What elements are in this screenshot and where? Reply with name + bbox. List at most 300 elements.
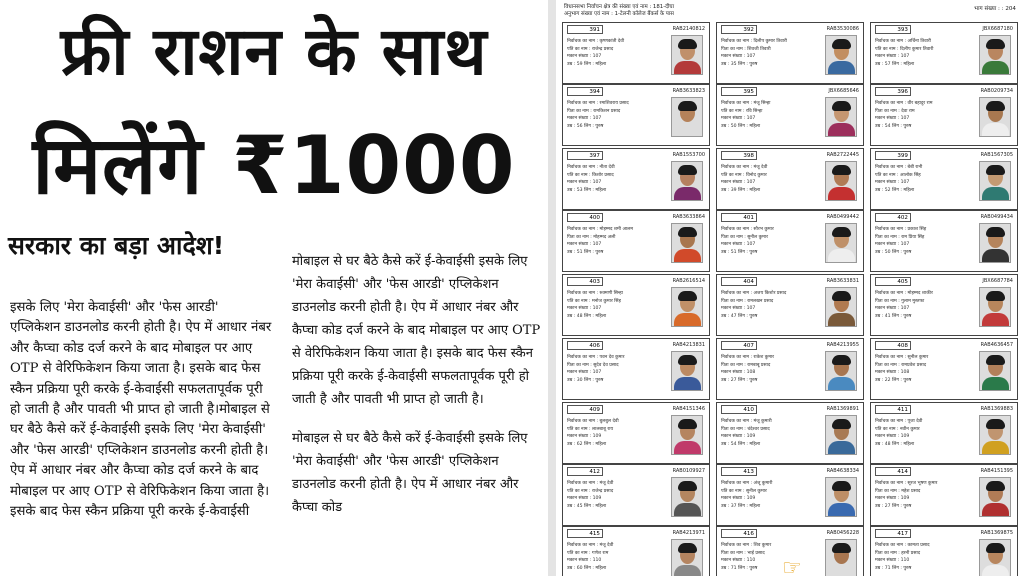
voter-epic-id: RAB1567305	[980, 152, 1013, 158]
photo-torso	[828, 123, 855, 137]
voter-card	[562, 526, 710, 576]
voter-serial-number: 406	[567, 341, 603, 350]
voter-epic-id: JBX6687784	[982, 278, 1013, 284]
voter-relation: पति का नाम : मनोज कुमार सिंह	[567, 298, 621, 304]
voter-card	[562, 338, 710, 400]
voter-epic-id: RAB3633823	[672, 88, 705, 94]
voter-details	[875, 480, 975, 510]
voter-card	[870, 402, 1018, 464]
voter-epic-id: RAB4151395	[980, 468, 1013, 474]
photo-torso	[674, 565, 701, 576]
pointing-hand-icon: ☞	[782, 556, 802, 581]
photo-torso	[674, 61, 701, 75]
voter-epic-id: RAB4213955	[826, 342, 859, 348]
photo-torso	[828, 503, 855, 517]
voter-serial-number: 402	[875, 213, 911, 222]
voter-photo	[671, 97, 703, 137]
photo-hair	[986, 543, 1005, 553]
voter-epic-id: RAB1553700	[672, 152, 705, 158]
photo-hair	[986, 227, 1005, 237]
voter-age-gender: उम्र : 54 लिंग : महिला	[721, 441, 761, 447]
voter-house-number: मकान संख्या : 107	[875, 180, 910, 186]
voter-name: निर्वाचक का नाम : बेबी रानी	[875, 165, 923, 170]
voter-card	[716, 274, 864, 336]
voter-age-gender: उम्र : 37 लिंग : महिला	[721, 503, 761, 509]
voter-details	[567, 418, 667, 448]
voter-card	[716, 210, 864, 272]
voter-card	[870, 464, 1018, 526]
voter-relation: पति का नाम : राजेन्द्र प्रसाद	[567, 46, 614, 52]
voter-epic-id: RAB0209734	[980, 88, 1013, 94]
voter-relation: पति का नाम : लालबाबू राय	[567, 426, 614, 432]
voter-photo	[671, 477, 703, 517]
voter-list-panel	[556, 0, 1024, 576]
voter-serial-number: 393	[875, 25, 911, 34]
voter-details	[721, 542, 821, 572]
voter-details	[721, 226, 821, 256]
voter-house-number: मकान संख्या : 107	[567, 306, 602, 312]
voter-house-number: मकान संख्या : 107	[567, 180, 602, 186]
voter-details	[567, 542, 667, 572]
voter-relation: पति का नाम : दिलीप कुमार तिवारी	[875, 46, 934, 52]
photo-torso	[674, 187, 701, 201]
voter-details	[567, 290, 667, 320]
voter-details	[721, 100, 821, 130]
voter-name: निर्वाचक का नाम : रुक्मणी सिन्हा	[567, 291, 623, 296]
voter-photo	[825, 97, 857, 137]
voter-epic-id: RAB3633831	[826, 278, 859, 284]
voter-epic-id: RAB2140812	[672, 26, 705, 32]
photo-torso	[828, 249, 855, 263]
voter-serial-number: 391	[567, 25, 603, 34]
voter-details	[721, 418, 821, 448]
part-number-label: भाग संख्या : : 204	[974, 6, 1016, 12]
voter-photo	[671, 223, 703, 263]
voter-house-number: मकान संख्या : 107	[875, 54, 910, 60]
voter-relation: पति का नाम : राजेन्द्र प्रसाद	[567, 488, 614, 494]
photo-torso	[982, 441, 1009, 455]
voter-house-number: मकान संख्या : 109	[875, 434, 910, 440]
voter-serial-number: 417	[875, 529, 911, 538]
voter-details	[721, 164, 821, 194]
voter-age-gender: उम्र : 47 लिंग : पुरुष	[721, 313, 758, 319]
voter-age-gender: उम्र : 51 लिंग : पुरुष	[567, 249, 604, 255]
article-paragraph: मोबाइल से घर बैठे कैसे करें ई-केवाईसी इसके लिए 'मेरा केवाईसी' और 'फेस आरडी' एप्लिकेशन डाउनलोड करनी होती है। ऐप में आधार नंबर और कैप्चा कोड	[292, 431, 528, 515]
voter-photo	[979, 161, 1011, 201]
voter-details	[567, 226, 667, 256]
voter-relation: पिता का नाम : महेश प्रसाद	[875, 488, 921, 494]
photo-torso	[828, 565, 855, 576]
voter-photo	[979, 287, 1011, 327]
photo-torso	[828, 313, 855, 327]
photo-torso	[828, 441, 855, 455]
voter-relation: पिता का नाम : सुनील कुमार	[721, 234, 768, 240]
photo-hair	[832, 481, 851, 491]
voter-serial-number: 392	[721, 25, 757, 34]
photo-hair	[678, 39, 697, 49]
voter-card	[716, 148, 864, 210]
voter-details	[567, 480, 667, 510]
voter-epic-id: RAB4636457	[980, 342, 1013, 348]
article-paragraph: मोबाइल से घर बैठे कैसे करें ई-केवाईसी इसके लिए 'मेरा केवाईसी' और 'फेस आरडी' एप्लिकेशन डाउनलोड करनी होती है। ऐप में आधार नंबर और कैप्चा कोड दर्ज करने के बाद मोबाइल पर आए OTP से वेरिफिकेशन किया जाता है। इसके बाद फेस स्कैन प्रक्रिया पूरी करके ई-केवाईसी सफलतापूर्वक पूरी हो जाती है और पावती भी प्राप्त हो जाती है।	[292, 254, 541, 407]
voter-name: निर्वाचक का नाम : अर्चिना तिवारी	[875, 39, 931, 44]
voter-age-gender: उम्र : 30 लिंग : पुरुष	[567, 377, 604, 383]
voter-age-gender: उम्र : 71 लिंग : पुरुष	[721, 565, 758, 571]
voter-photo	[671, 415, 703, 455]
voter-epic-id: JBX6687180	[982, 26, 1013, 32]
voter-age-gender: उम्र : 22 लिंग : पुरुष	[875, 377, 912, 383]
voter-photo	[671, 161, 703, 201]
voter-epic-id: RAB1369875	[980, 530, 1013, 536]
voter-serial-number: 409	[567, 405, 603, 414]
voter-epic-id: RAB4151346	[672, 406, 705, 412]
voter-photo	[979, 35, 1011, 75]
voter-photo	[671, 287, 703, 327]
voter-house-number: मकान संख्या : 110	[875, 558, 910, 564]
photo-hair	[678, 227, 697, 237]
photo-hair	[678, 481, 697, 491]
voter-serial-number: 411	[875, 405, 911, 414]
voter-name: निर्वाचक का नाम : रमाशिवराय प्रसाद	[567, 101, 629, 106]
voter-serial-number: 408	[875, 341, 911, 350]
photo-hair	[678, 543, 697, 553]
voter-house-number: मकान संख्या : 107	[721, 180, 756, 186]
voter-epic-id: RAB1369883	[980, 406, 1013, 412]
voter-photo	[979, 415, 1011, 455]
voter-epic-id: RAB2722445	[826, 152, 859, 158]
voter-photo	[825, 223, 857, 263]
photo-torso	[982, 123, 1009, 137]
voter-age-gender: उम्र : 27 लिंग : पुरुष	[721, 377, 758, 383]
photo-torso	[982, 249, 1009, 263]
voter-photo	[979, 539, 1011, 576]
voter-age-gender: उम्र : 39 लिंग : महिला	[721, 187, 761, 193]
panel-divider	[548, 0, 556, 576]
photo-hair	[678, 355, 697, 365]
voter-photo	[979, 97, 1011, 137]
article-paragraph: इसके लिए 'मेरा केवाईसी' और 'फेस आरडी' एप्लिकेशन डाउनलोड करनी होती है। ऐप में आधार नंबर और कैप्चा कोड दर्ज करने के बाद मोबाइल पर आए OTP से वेरिफिकेशन किया जाता है। इसके बाद फेस स्कैन प्रक्रिया पूरी करके ई-केवाईसी सफलतापूर्वक पूरी हो जाती है और पावती भी प्राप्त हो जाती है।मोबाइल से घर बैठे कैसे करें ई-केवाईसी इसके लिए 'मेरा केवाईसी' और 'फेस आरडी' एप्लिकेशन डाउनलोड करनी होती है। ऐप में आधार नंबर और कैप्चा कोड दर्ज करने के बाद मोबाइल पर आए OTP से वेरिफिकेशन किया जाता है। इसके बाद फेस स्कैन प्रक्रिया पूरी करके ई-केवाईसी	[10, 300, 272, 520]
voter-relation: पति का नाम : आलोक सिंह	[875, 172, 921, 178]
voter-house-number: मकान संख्या : 107	[721, 54, 756, 60]
voter-relation: पति का नाम : किशोर प्रसाद	[567, 172, 614, 178]
voter-epic-id: RAB0499434	[980, 214, 1013, 220]
voter-details	[567, 354, 667, 384]
voter-details	[721, 480, 821, 510]
voter-epic-id: RAB0109927	[672, 468, 705, 474]
photo-hair	[832, 291, 851, 301]
voter-name: निर्वाचक का नाम : राकेश कुमार	[721, 355, 775, 360]
photo-hair	[678, 291, 697, 301]
voter-age-gender: उम्र : 27 लिंग : पुरुष	[875, 503, 912, 509]
voter-serial-number: 414	[875, 467, 911, 476]
voter-card	[562, 210, 710, 272]
voter-epic-id: RAB3530086	[826, 26, 859, 32]
photo-hair	[832, 355, 851, 365]
voter-serial-number: 404	[721, 277, 757, 286]
voter-serial-number: 397	[567, 151, 603, 160]
voter-name: निर्वाचक का नाम : सूरज भूषण कुमार	[875, 481, 938, 486]
voter-epic-id: RAB3633864	[672, 214, 705, 220]
voter-relation: पिता का नाम : रामलखन प्रसाद	[721, 298, 774, 304]
voter-card	[562, 274, 710, 336]
photo-torso	[674, 249, 701, 263]
voter-serial-number: 398	[721, 151, 757, 160]
photo-hair	[986, 291, 1005, 301]
photo-hair	[986, 355, 1005, 365]
voter-details	[721, 290, 821, 320]
voter-card	[870, 148, 1018, 210]
voter-photo	[671, 35, 703, 75]
voter-card	[716, 402, 864, 464]
headline-line-2: मिलेंगे ₹1000	[32, 119, 516, 212]
voter-house-number: मकान संख्या : 109	[721, 434, 756, 440]
voter-house-number: मकान संख्या : 109	[721, 496, 756, 502]
voter-epic-id: RAB1369891	[826, 406, 859, 412]
photo-torso	[982, 565, 1009, 576]
voter-details	[875, 38, 975, 68]
voter-photo	[825, 35, 857, 75]
voter-photo	[671, 351, 703, 391]
voter-house-number: मकान संख्या : 108	[875, 370, 910, 376]
voter-epic-id: RAB0456228	[826, 530, 859, 536]
voter-name: निर्वाचक का नाम : पवन देव कुमार	[567, 355, 625, 360]
voter-age-gender: उम्र : 50 लिंग : महिला	[721, 123, 761, 129]
voter-details	[875, 354, 975, 384]
voter-name: निर्वाचक का नाम : मंजू सिन्हा	[721, 101, 771, 106]
voter-relation: पति का नाम : विनोद कुमार	[721, 172, 767, 178]
voter-details	[875, 100, 975, 130]
voter-name: निर्वाचक का नाम : अजय किशोर प्रसाद	[721, 291, 787, 296]
photo-hair	[832, 101, 851, 111]
voter-relation: पिता का नाम : रामकिशन प्रसाद	[567, 108, 621, 114]
voter-name: निर्वाचक का नाम : प्रकाश सिंह	[875, 227, 927, 232]
voter-card	[562, 148, 710, 210]
voter-name: निर्वाचक का नाम : सुनील कुमार	[875, 355, 929, 360]
voter-relation: पिता का नाम : भाई प्रसाद	[721, 550, 765, 556]
voter-relation: पति का नाम : सुनील कुमार	[721, 488, 767, 494]
photo-hair	[832, 543, 851, 553]
voter-relation: पिता का नाम : गुलाम मुस्तफा	[875, 298, 925, 304]
voter-relation: पिता का नाम : रामप्रवेश प्रसाद	[875, 362, 927, 368]
voter-age-gender: उम्र : 41 लिंग : पुरुष	[875, 313, 912, 319]
voter-details	[567, 164, 667, 194]
voter-photo	[825, 287, 857, 327]
voter-serial-number: 401	[721, 213, 757, 222]
voter-house-number: मकान संख्या : 109	[567, 434, 602, 440]
voter-relation: पति का नाम : रवि सिन्हा	[721, 108, 763, 114]
voter-age-gender: उम्र : 60 लिंग : महिला	[567, 565, 607, 571]
voter-card	[870, 526, 1018, 576]
voter-house-number: मकान संख्या : 107	[721, 306, 756, 312]
voter-card	[562, 22, 710, 84]
photo-hair	[678, 419, 697, 429]
voter-photo	[825, 351, 857, 391]
voter-details	[875, 164, 975, 194]
voter-house-number: मकान संख्या : 107	[567, 370, 602, 376]
photo-torso	[828, 61, 855, 75]
voter-house-number: मकान संख्या : 109	[875, 496, 910, 502]
photo-torso	[982, 61, 1009, 75]
voter-name: निर्वाचक का नाम : वीर बहादुर राम	[875, 101, 933, 106]
photo-hair	[832, 165, 851, 175]
voter-card	[562, 402, 710, 464]
voter-serial-number: 405	[875, 277, 911, 286]
voter-age-gender: उम्र : 62 लिंग : महिला	[567, 441, 607, 447]
voter-age-gender: उम्र : 59 लिंग : महिला	[567, 61, 607, 67]
voter-house-number: मकान संख्या : 107	[875, 116, 910, 122]
voter-name: निर्वाचक का नाम : मंजू देवी	[567, 481, 614, 486]
voter-age-gender: उम्र : 71 लिंग : पुरुष	[875, 565, 912, 571]
photo-hair	[678, 165, 697, 175]
photo-torso	[674, 377, 701, 391]
voter-epic-id: RAB4638334	[826, 468, 859, 474]
photo-torso	[982, 503, 1009, 517]
voter-serial-number: 407	[721, 341, 757, 350]
voter-epic-id: JBX6685646	[828, 88, 859, 94]
voter-photo	[825, 415, 857, 455]
voter-relation: पिता का नाम : मोहम्मद अली	[567, 234, 616, 240]
voter-house-number: मकान संख्या : 109	[567, 496, 602, 502]
voter-photo	[979, 477, 1011, 517]
voter-details	[567, 100, 667, 130]
voter-details	[567, 38, 667, 68]
voter-details	[721, 354, 821, 384]
voter-serial-number: 396	[875, 87, 911, 96]
voter-relation: पिता का नाम : राम प्रिया सिंह	[875, 234, 925, 240]
voter-details	[875, 290, 975, 320]
photo-hair	[986, 165, 1005, 175]
voter-card	[716, 22, 864, 84]
voter-details	[875, 226, 975, 256]
voter-name: निर्वाचक का नाम : मंजू कुमारी	[721, 419, 772, 424]
photo-torso	[982, 313, 1009, 327]
voter-serial-number: 399	[875, 151, 911, 160]
photo-torso	[828, 377, 855, 391]
voter-age-gender: उम्र : 57 लिंग : महिला	[875, 61, 915, 67]
voter-house-number: मकान संख्या : 107	[721, 242, 756, 248]
voter-age-gender: उम्र : 52 लिंग : महिला	[875, 187, 915, 193]
voter-relation: पिता का नाम : रामबाबू प्रसाद	[721, 362, 771, 368]
voter-name: निर्वाचक का नाम : मंजू देवी	[567, 543, 614, 548]
voter-house-number: मकान संख्या : 108	[721, 370, 756, 376]
voter-name: निर्वाचक का नाम : कामता प्रसाद	[875, 543, 930, 548]
voter-name: निर्वाचक का नाम : कृष्णकांती देवी	[567, 39, 625, 44]
voter-epic-id: RAB0499442	[826, 214, 859, 220]
voter-house-number: मकान संख्या : 110	[721, 558, 756, 564]
voter-epic-id: RAB4213831	[672, 342, 705, 348]
voter-serial-number: 395	[721, 87, 757, 96]
voter-relation: पिता का नाम : शिवजी तिवारी	[721, 46, 771, 52]
voter-age-gender: उम्र : 45 लिंग : महिला	[567, 503, 607, 509]
photo-hair	[832, 419, 851, 429]
voter-relation: पिता का नाम : सुदेव देव प्रसाद	[567, 362, 619, 368]
voter-epic-id: RAB2616514	[672, 278, 705, 284]
voter-name: निर्वाचक का नाम : सौरभ कुमार	[721, 227, 774, 232]
voter-serial-number: 403	[567, 277, 603, 286]
voter-relation: पति का नाम : नवीन कुमार	[875, 426, 920, 432]
voter-photo	[825, 161, 857, 201]
voter-card	[562, 84, 710, 146]
voter-card	[716, 84, 864, 146]
voter-list-header	[564, 4, 674, 18]
photo-torso	[674, 313, 701, 327]
voter-serial-number: 415	[567, 529, 603, 538]
photo-hair	[832, 39, 851, 49]
voter-details	[721, 38, 821, 68]
voter-age-gender: उम्र : 48 लिंग : महिला	[875, 441, 915, 447]
voter-name: निर्वाचक का नाम : अंजू कुमारी	[721, 481, 773, 486]
voter-name: निर्वाचक का नाम : पूजा देवी	[875, 419, 923, 424]
voter-serial-number: 413	[721, 467, 757, 476]
voter-house-number: मकान संख्या : 107	[721, 116, 756, 122]
voter-photo	[979, 351, 1011, 391]
photo-hair	[832, 227, 851, 237]
voter-age-gender: उम्र : 54 लिंग : पुरुष	[875, 123, 912, 129]
voter-card	[562, 464, 710, 526]
photo-torso	[674, 503, 701, 517]
voter-photo	[979, 223, 1011, 263]
voter-photo	[825, 477, 857, 517]
photo-torso	[828, 187, 855, 201]
voter-name: निर्वाचक का नाम : मंजू देवी	[721, 165, 768, 170]
voter-house-number: मकान संख्या : 107	[567, 54, 602, 60]
voter-house-number: मकान संख्या : 107	[567, 242, 602, 248]
voter-age-gender: उम्र : 56 लिंग : पुरुष	[567, 123, 604, 129]
voter-name: निर्वाचक का नाम : मोहम्मद शाकीर	[875, 291, 933, 296]
voter-card	[870, 22, 1018, 84]
photo-hair	[986, 481, 1005, 491]
voter-card	[716, 338, 864, 400]
voter-card	[870, 274, 1018, 336]
voter-name: निर्वाचक का नाम : मोहम्मद शमी आलम	[567, 227, 633, 232]
voter-house-number: मकान संख्या : 107	[567, 116, 602, 122]
voter-age-gender: उम्र : 35 लिंग : पुरुष	[721, 61, 758, 67]
voter-age-gender: उम्र : 48 लिंग : महिला	[567, 313, 607, 319]
photo-hair	[678, 101, 697, 111]
photo-torso	[982, 377, 1009, 391]
photo-torso	[674, 441, 701, 455]
article-column-1	[10, 298, 272, 538]
voter-photo	[671, 539, 703, 576]
voter-card	[870, 84, 1018, 146]
voter-age-gender: उम्र : 50 लिंग : पुरुष	[875, 249, 912, 255]
voter-relation: पिता का नाम : चंदेश्वर प्रसाद	[721, 426, 770, 432]
voter-serial-number: 400	[567, 213, 603, 222]
voter-relation: पति का नाम : गणेश राम	[567, 550, 609, 556]
voter-details	[875, 418, 975, 448]
voter-card	[870, 338, 1018, 400]
voter-house-number: मकान संख्या : 107	[875, 306, 910, 312]
voter-relation: पिता का नाम : हरनी प्रसाद	[875, 550, 921, 556]
voter-photo	[825, 539, 857, 576]
voter-house-number: मकान संख्या : 107	[875, 242, 910, 248]
voter-epic-id: RAB4213971	[672, 530, 705, 536]
photo-torso	[674, 123, 701, 137]
voter-name: निर्वाचक का नाम : नीता देवी	[567, 165, 615, 170]
voter-age-gender: उम्र : 53 लिंग : महिला	[567, 187, 607, 193]
constituency-label: विधानसभा निर्वाचन क्षेत्र की संख्या एवं नाम : 181-दीघा	[564, 4, 675, 10]
subheading: सरकार का बड़ा आदेश!	[8, 231, 225, 260]
voter-age-gender: उम्र : 51 लिंग : पुरुष	[721, 249, 758, 255]
photo-hair	[986, 101, 1005, 111]
photo-hair	[986, 419, 1005, 429]
headline-line-1: फ्री राशन के साथ	[60, 13, 488, 90]
photo-torso	[982, 187, 1009, 201]
voter-house-number: मकान संख्या : 110	[567, 558, 602, 564]
voter-name: निर्वाचक का नाम : दिलीप कुमार तिवारी	[721, 39, 787, 44]
voter-details	[875, 542, 975, 572]
voter-serial-number: 394	[567, 87, 603, 96]
